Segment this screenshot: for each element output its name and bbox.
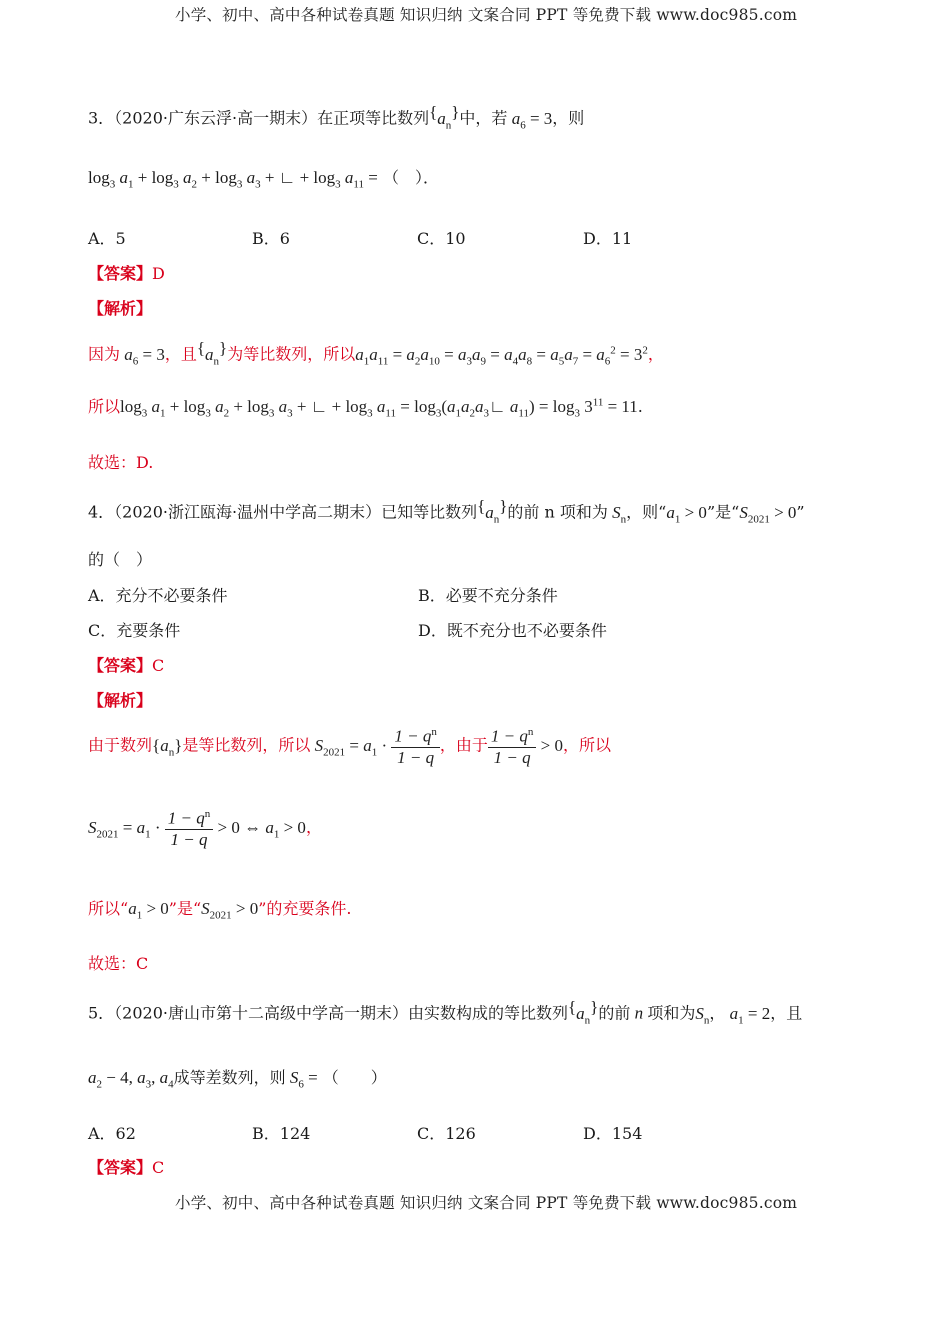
q5-stem-line2: $a_2 - 4$, $a_3$, $a_4$成等差数列，则 $S_6$ = （ ） — [88, 1068, 387, 1091]
q3-option-c: C．10 — [417, 229, 466, 248]
math-seq-an: $^{\{}a_n^{\}}$ — [429, 102, 460, 132]
q4-option-c: C．充要条件 — [88, 621, 181, 640]
q3-option-a: A．5 — [88, 229, 126, 248]
q4-stem: 4．（2020·浙江瓯海·温州中学高二期末）已知等比数列$^{\{}a_n^{\}}$的前 n 项和为 $S_n$，则“$a_1 > 0$”是“$S_{2021} > 0$” — [88, 496, 805, 526]
q3-stem-mid: 中，若 — [459, 108, 508, 128]
q3-option-d: D．11 — [583, 229, 633, 248]
q3-option-b: B．6 — [252, 229, 290, 248]
math-a6-eq-3: $a_6 = 3$ — [507, 108, 553, 132]
q3-stem-end: ，则 — [552, 108, 585, 128]
q3-analysis-line2: 所以$\log_3 a_1 + \log_3 a_2 + \log_3 a_3$ + ∟ + $\log_3 a_{11}$ = $\log_3(a_1a_2a_3∟$ $a_{11}) = \log_3 3^{11} = 11$. — [88, 396, 643, 420]
math-log-sum: $\log_3 a_1 + \log_3 a_2 + \log_3 a_3$ + ∟ + $\log_3 a_{11}$ = — [88, 168, 378, 191]
q5-answer: 【答案】C — [88, 1158, 165, 1177]
q4-option-d: D．既不充分也不必要条件 — [418, 621, 607, 640]
q3-analysis-label: 【解析】 — [88, 299, 153, 318]
q4-analysis-line3: 所以“$a_1 > 0$”是“$S_{2021} > 0$”的充要条件. — [88, 899, 352, 922]
q5-option-d: D．154 — [583, 1124, 643, 1143]
q4-conclusion: 故选：C — [88, 954, 149, 973]
q4-analysis-line1: 由于数列$\{a_n\}$是等比数列，所以 $S_{2021} = a_1$ · $\frac{1 - q^n}{1 - q}$ ，由于 $\frac{1 - q^n}{1 - q}$ > 0，所以 — [88, 726, 611, 767]
q4-stem-line2: 的（ ） — [88, 550, 153, 569]
q3-conclusion: 故选：D. — [88, 453, 154, 472]
q5-option-b: B．124 — [252, 1124, 311, 1143]
q4-analysis-label: 【解析】 — [88, 691, 153, 710]
q4-answer: 【答案】C — [88, 656, 165, 675]
q5-stem: 5．（2020·唐山市第十二高级中学高一期末）由实数构成的等比数列$^{\{}a_n^{\}}$的前 n 项和为$S_n$， $a_1 = 2$，且 — [88, 997, 803, 1027]
q4-analysis-line2: $S_{2021} = a_1$ · $\frac{1 - q^n}{1 - q}$ > 0 ⇔ $a_1 > 0$， — [88, 808, 322, 849]
q3-expression — [88, 165, 439, 190]
q4-option-a: A．充分不必要条件 — [88, 586, 228, 605]
q3-stem-text: 3．（2020·广东云浮·高一期末）在正项等比数列 — [88, 108, 430, 128]
page-header: 小学、初中、高中各种试卷真题 知识归纳 文案合同 PPT 等免费下载 www.doc985.com — [175, 6, 798, 24]
q4-option-b: B．必要不充分条件 — [418, 586, 558, 605]
q3-answer: 【答案】D — [88, 264, 165, 283]
q3-analysis-line1: 因为 $a_6 = 3$，且$^{\{}a_n^{\}}$为等比数列，所以$a_1a_{11} = a_2a_{10} = a_3a_9 = a_4a_8 = a_5a_7 = a_6^2 = 3^2$， — [88, 338, 664, 368]
q5-option-a: A．62 — [88, 1124, 136, 1143]
q5-option-c: C．126 — [417, 1124, 476, 1143]
q3-blank: （ ）． — [382, 168, 439, 187]
q3-stem — [88, 102, 584, 131]
page-footer: 小学、初中、高中各种试卷真题 知识归纳 文案合同 PPT 等免费下载 www.doc985.com — [175, 1194, 798, 1212]
